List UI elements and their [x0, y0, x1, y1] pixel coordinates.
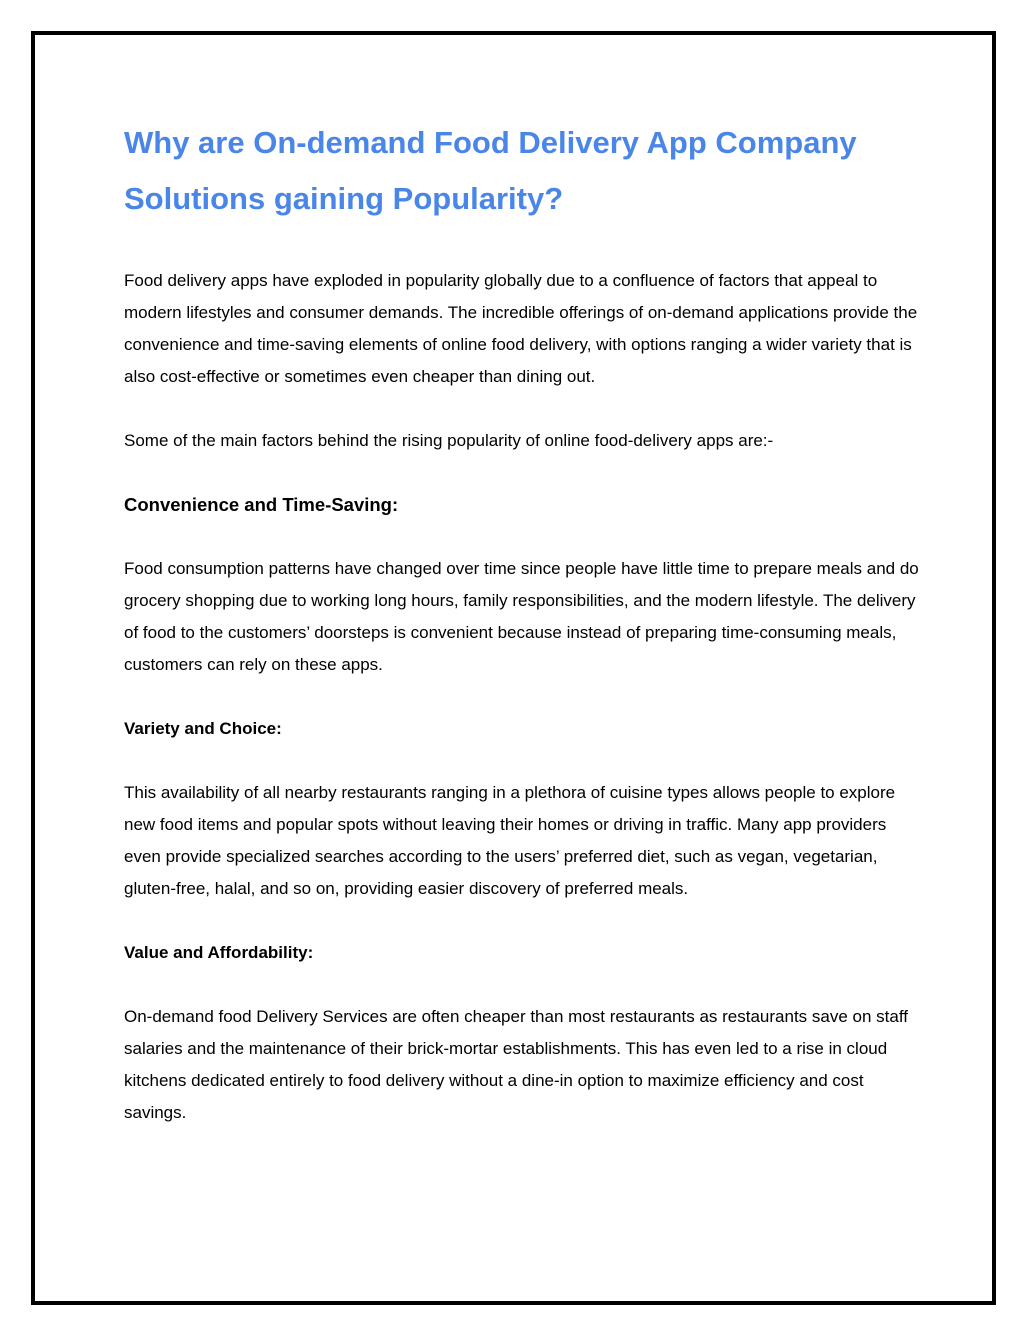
- section-heading-variety: Variety and Choice:: [124, 719, 282, 738]
- section-body-convenience: Food consumption patterns have changed over time since people have little time to prepare meals and do grocery shopping due to working long hours, family responsibilities, and the modern lifestyle. The delivery of food to the customers’ doorsteps is convenient because instead of preparing time-consuming meals, customers can rely on these apps.: [124, 559, 919, 674]
- section-body-value: On-demand food Delivery Services are often cheaper than most restaurants as restaurants save on staff salaries and the maintenance of their brick-mortar establishments. This has even led to a rise in cloud kitchens dedicated entirely to food delivery without a dine-in option to maximize efficiency and cost savings.: [124, 1007, 908, 1122]
- page-title: Why are On-demand Food Delivery App Company Solutions gaining Popularity?: [124, 125, 857, 216]
- section-heading-convenience: Convenience and Time-Saving:: [124, 494, 399, 515]
- section-heading-value: Value and Affordability:: [124, 943, 314, 962]
- document-content: [124, 115, 924, 1129]
- page-frame: [31, 31, 996, 1305]
- section-body-variety: This availability of all nearby restaurants ranging in a plethora of cuisine types allows people to explore new food items and popular spots without leaving their homes or driving in traffic. Many app providers even provide specialized searches according to the users’ preferred diet, such as vegan, vegetarian, gluten-free, halal, and so on, providing easier discovery of preferred meals.: [124, 783, 896, 898]
- intro-paragraph: Food delivery apps have exploded in popularity globally due to a confluence of factors that appeal to modern lifestyles and consumer demands. The incredible offerings of on-demand applications provide the convenience and time-saving elements of online food delivery, with options ranging a wider variety that is also cost-effective or sometimes even cheaper than dining out.: [124, 271, 918, 386]
- factors-intro-paragraph: Some of the main factors behind the rising popularity of online food-delivery apps are:-: [124, 431, 774, 450]
